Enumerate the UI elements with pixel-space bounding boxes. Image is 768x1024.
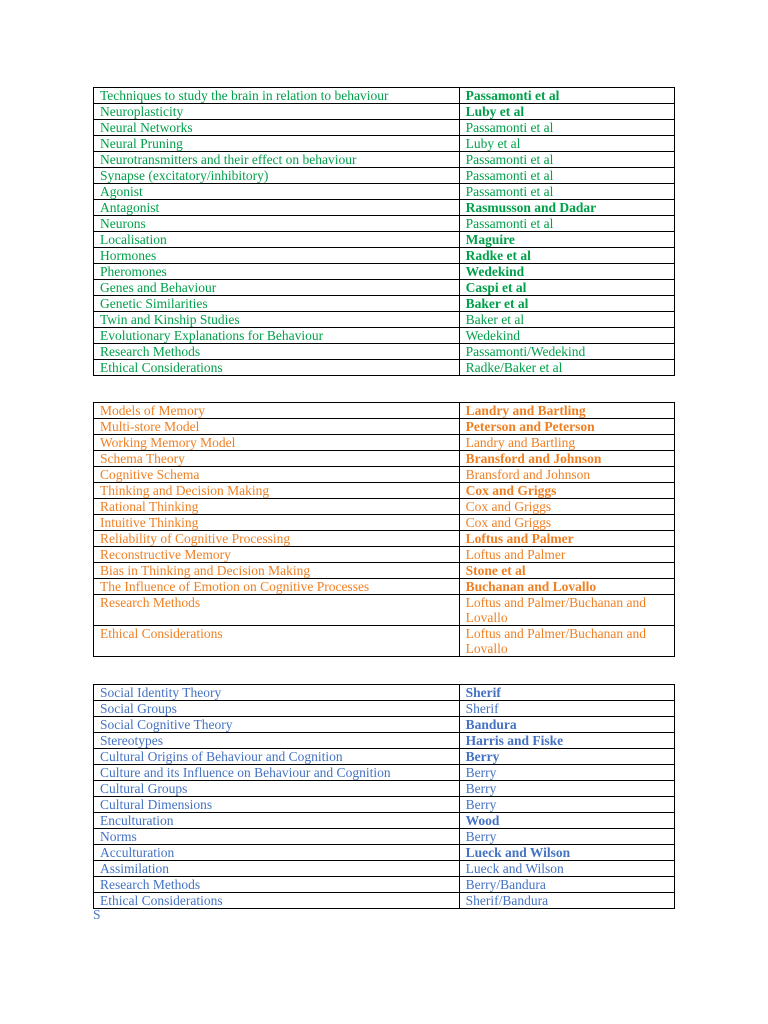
table-row: [94, 797, 675, 813]
study-cell: Loftus and Palmer/Buchanan and Lovallo: [459, 626, 674, 657]
table-row: [94, 845, 675, 861]
study-cell: Landry and Bartling: [459, 403, 674, 419]
table-body: [94, 88, 675, 376]
table-row: [94, 435, 675, 451]
study-cell: Passamonti et al: [459, 152, 674, 168]
table-row: [94, 893, 675, 909]
table-row: [94, 595, 675, 626]
study-cell: Berry: [459, 829, 674, 845]
topic-cell: Research Methods: [94, 877, 460, 893]
sociocultural-approach-table: [93, 684, 675, 909]
table-row: [94, 88, 675, 104]
topic-cell: Rational Thinking: [94, 499, 460, 515]
table-row: [94, 626, 675, 657]
topic-cell: Hormones: [94, 248, 460, 264]
table-row: [94, 451, 675, 467]
study-cell: Cox and Griggs: [459, 515, 674, 531]
table-row: [94, 685, 675, 701]
topic-cell: Stereotypes: [94, 733, 460, 749]
study-cell: Berry: [459, 749, 674, 765]
table-row: [94, 483, 675, 499]
topic-cell: Ethical Considerations: [94, 626, 460, 657]
topic-cell: The Influence of Emotion on Cognitive Processes: [94, 579, 460, 595]
topic-cell: Social Groups: [94, 701, 460, 717]
trailing-text: S: [93, 907, 101, 922]
table-row: [94, 403, 675, 419]
topic-cell: Techniques to study the brain in relation to behaviour: [94, 88, 460, 104]
topic-cell: Working Memory Model: [94, 435, 460, 451]
table-row: [94, 563, 675, 579]
study-cell: Berry: [459, 765, 674, 781]
table-row: [94, 280, 675, 296]
study-cell: Harris and Fiske: [459, 733, 674, 749]
study-cell: Passamonti et al: [459, 216, 674, 232]
table-row: [94, 579, 675, 595]
topic-cell: Enculturation: [94, 813, 460, 829]
table-row: [94, 296, 675, 312]
study-cell: Bransford and Johnson: [459, 451, 674, 467]
study-cell: Bandura: [459, 717, 674, 733]
study-cell: Passamonti/Wedekind: [459, 344, 674, 360]
table-row: [94, 717, 675, 733]
table-row: [94, 216, 675, 232]
table-row: [94, 861, 675, 877]
study-cell: Caspi et al: [459, 280, 674, 296]
topic-cell: Bias in Thinking and Decision Making: [94, 563, 460, 579]
table-row: [94, 499, 675, 515]
study-cell: Wedekind: [459, 264, 674, 280]
topic-cell: Research Methods: [94, 595, 460, 626]
topic-cell: Social Identity Theory: [94, 685, 460, 701]
topic-cell: Pheromones: [94, 264, 460, 280]
table-row: [94, 136, 675, 152]
table-row: [94, 733, 675, 749]
topic-cell: Models of Memory: [94, 403, 460, 419]
table-row: [94, 168, 675, 184]
biological-approach-table: [93, 87, 675, 376]
topic-cell: Neurons: [94, 216, 460, 232]
table-row: [94, 829, 675, 845]
table-row: [94, 781, 675, 797]
topic-cell: Evolutionary Explanations for Behaviour: [94, 328, 460, 344]
table-body: [94, 685, 675, 909]
table-row: [94, 765, 675, 781]
table-row: [94, 515, 675, 531]
table-body: [94, 403, 675, 657]
study-cell: Cox and Griggs: [459, 483, 674, 499]
topic-cell: Neuroplasticity: [94, 104, 460, 120]
table-row: [94, 152, 675, 168]
study-cell: Peterson and Peterson: [459, 419, 674, 435]
topic-cell: Antagonist: [94, 200, 460, 216]
topic-cell: Norms: [94, 829, 460, 845]
topic-cell: Thinking and Decision Making: [94, 483, 460, 499]
study-cell: Maguire: [459, 232, 674, 248]
topic-cell: Multi-store Model: [94, 419, 460, 435]
topic-cell: Ethical Considerations: [94, 893, 460, 909]
topic-cell: Cognitive Schema: [94, 467, 460, 483]
study-cell: Radke/Baker et al: [459, 360, 674, 376]
study-cell: Luby et al: [459, 136, 674, 152]
topic-cell: Neural Pruning: [94, 136, 460, 152]
study-cell: Loftus and Palmer: [459, 531, 674, 547]
table-row: [94, 877, 675, 893]
table-row: [94, 232, 675, 248]
study-cell: Berry: [459, 797, 674, 813]
study-cell: Cox and Griggs: [459, 499, 674, 515]
topic-cell: Genetic Similarities: [94, 296, 460, 312]
topic-cell: Cultural Dimensions: [94, 797, 460, 813]
study-cell: Buchanan and Lovallo: [459, 579, 674, 595]
table-row: [94, 328, 675, 344]
table-row: [94, 264, 675, 280]
topic-cell: Ethical Considerations: [94, 360, 460, 376]
cognitive-approach-table: [93, 402, 675, 657]
study-cell: Rasmusson and Dadar: [459, 200, 674, 216]
study-cell: Passamonti et al: [459, 168, 674, 184]
topic-cell: Research Methods: [94, 344, 460, 360]
study-cell: Berry/Bandura: [459, 877, 674, 893]
topic-cell: Acculturation: [94, 845, 460, 861]
topic-cell: Assimilation: [94, 861, 460, 877]
table-row: [94, 467, 675, 483]
study-cell: Loftus and Palmer: [459, 547, 674, 563]
study-cell: Sherif: [459, 701, 674, 717]
topic-cell: Reconstructive Memory: [94, 547, 460, 563]
topic-cell: Social Cognitive Theory: [94, 717, 460, 733]
table-row: [94, 360, 675, 376]
study-cell: Wood: [459, 813, 674, 829]
table-row: [94, 531, 675, 547]
table-row: [94, 312, 675, 328]
study-cell: Sherif/Bandura: [459, 893, 674, 909]
study-cell: Lueck and Wilson: [459, 845, 674, 861]
topic-cell: Twin and Kinship Studies: [94, 312, 460, 328]
table-row: [94, 813, 675, 829]
study-cell: Luby et al: [459, 104, 674, 120]
study-cell: Baker et al: [459, 296, 674, 312]
topic-cell: Neural Networks: [94, 120, 460, 136]
topic-cell: Culture and its Influence on Behaviour and Cognition: [94, 765, 460, 781]
table-row: [94, 701, 675, 717]
table-row: [94, 120, 675, 136]
table-row: [94, 184, 675, 200]
topic-cell: Cultural Origins of Behaviour and Cognition: [94, 749, 460, 765]
table-row: [94, 248, 675, 264]
topic-cell: Agonist: [94, 184, 460, 200]
study-cell: Berry: [459, 781, 674, 797]
study-cell: Lueck and Wilson: [459, 861, 674, 877]
topic-cell: Synapse (excitatory/inhibitory): [94, 168, 460, 184]
study-cell: Passamonti et al: [459, 120, 674, 136]
study-cell: Radke et al: [459, 248, 674, 264]
study-cell: Passamonti et al: [459, 88, 674, 104]
topic-cell: Genes and Behaviour: [94, 280, 460, 296]
study-cell: Wedekind: [459, 328, 674, 344]
study-cell: Stone et al: [459, 563, 674, 579]
study-cell: Loftus and Palmer/Buchanan and Lovallo: [459, 595, 674, 626]
study-cell: Passamonti et al: [459, 184, 674, 200]
table-row: [94, 749, 675, 765]
study-cell: Bransford and Johnson: [459, 467, 674, 483]
topic-cell: Intuitive Thinking: [94, 515, 460, 531]
topic-cell: Cultural Groups: [94, 781, 460, 797]
topic-cell: Localisation: [94, 232, 460, 248]
study-cell: Landry and Bartling: [459, 435, 674, 451]
topic-cell: Reliability of Cognitive Processing: [94, 531, 460, 547]
study-cell: Sherif: [459, 685, 674, 701]
topic-cell: Neurotransmitters and their effect on behaviour: [94, 152, 460, 168]
table-row: [94, 419, 675, 435]
table-row: [94, 344, 675, 360]
table-row: [94, 547, 675, 563]
study-cell: Baker et al: [459, 312, 674, 328]
topic-cell: Schema Theory: [94, 451, 460, 467]
table-row: [94, 200, 675, 216]
table-row: [94, 104, 675, 120]
